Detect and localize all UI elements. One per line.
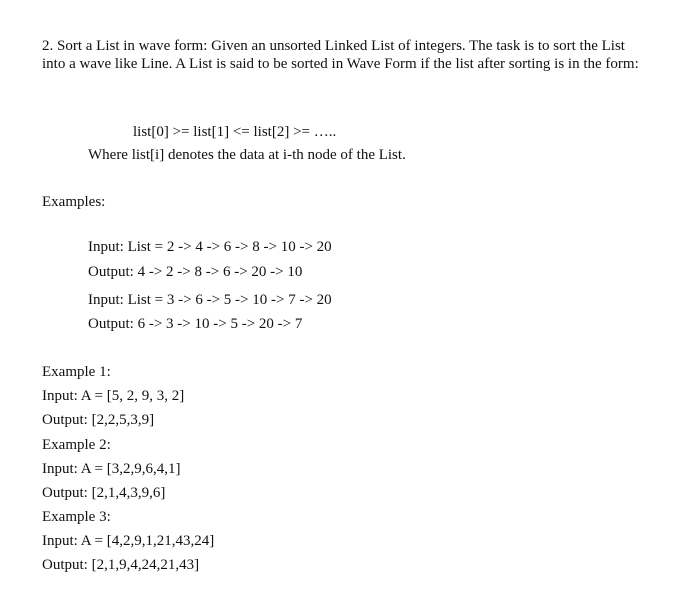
example-input: Input: List = 3 -> 6 -> 5 -> 10 -> 7 -> 20 [88, 292, 332, 308]
example-1-title: Example 1: [42, 364, 111, 380]
example-2-output: Output: [2,1,4,3,9,6] [42, 485, 166, 501]
example-1-output: Output: [2,2,5,3,9] [42, 412, 155, 428]
example-2-input: Input: A = [3,2,9,6,4,1] [42, 461, 181, 477]
example-3-title: Example 3: [42, 509, 111, 525]
example-2-title: Example 2: [42, 437, 111, 453]
example-output: Output: 4 -> 2 -> 8 -> 6 -> 20 -> 10 [88, 264, 303, 280]
wave-formula: list[0] >= list[1] <= list[2] >= ….. [133, 124, 337, 140]
example-1-input: Input: A = [5, 2, 9, 3, 2] [42, 388, 185, 404]
formula-description: Where list[i] denotes the data at i-th node of the List. [88, 147, 406, 163]
example-3-input: Input: A = [4,2,9,1,21,43,24] [42, 533, 215, 549]
example-input: Input: List = 2 -> 4 -> 6 -> 8 -> 10 -> 20 [88, 239, 332, 255]
examples-heading: Examples: [42, 194, 106, 210]
example-output: Output: 6 -> 3 -> 10 -> 5 -> 20 -> 7 [88, 316, 303, 332]
problem-statement: 2. Sort a List in wave form: Given an unsorted Linked List of integers. The task is to sort the List into a wave like Line. A List is said to be sorted in Wave Form if the list after sorting is in the form: [42, 38, 639, 72]
example-3-output: Output: [2,1,9,4,24,21,43] [42, 557, 200, 573]
